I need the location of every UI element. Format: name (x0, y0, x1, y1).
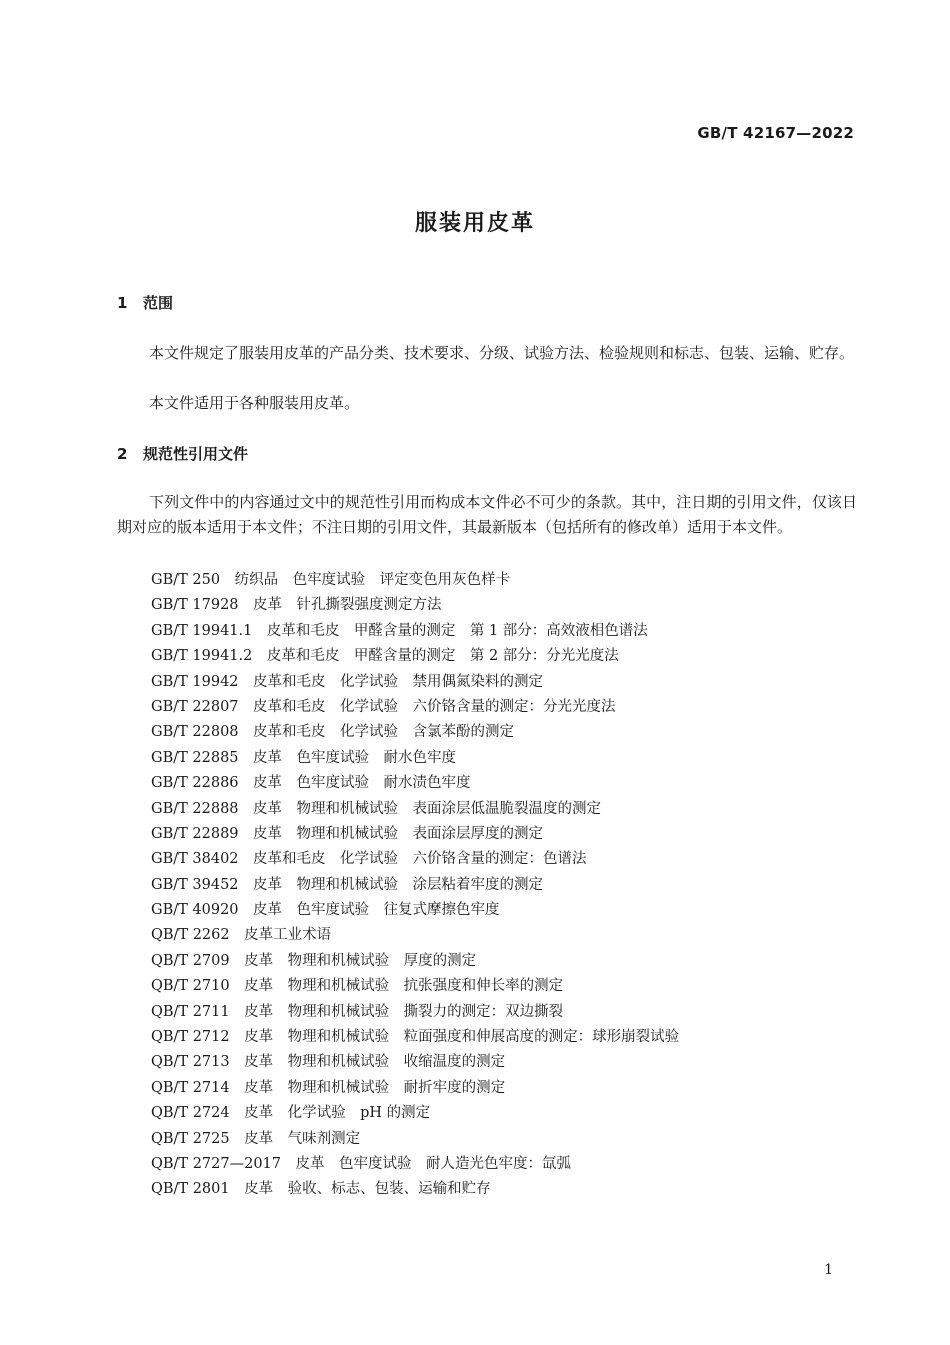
reference-item: QB/T 2710 皮革 物理和机械试验 抗张强度和伸长率的测定 (151, 978, 564, 995)
reference-item: GB/T 19942 皮革和毛皮 化学试验 禁用偶氮染料的测定 (151, 673, 544, 690)
reference-item: QB/T 2725 皮革 气味剂测定 (151, 1130, 361, 1147)
section-number: 1 (117, 294, 128, 312)
reference-item: GB/T 22886 皮革 色牢度试验 耐水渍色牢度 (151, 775, 471, 792)
reference-list (151, 568, 679, 1203)
reference-item: GB/T 22807 皮革和毛皮 化学试验 六价铬含量的测定：分光光度法 (151, 698, 616, 715)
reference-item: GB/T 22885 皮革 色牢度试验 耐水色牢度 (151, 749, 457, 766)
section-number: 2 (117, 445, 128, 463)
page-number: 1 (824, 1262, 833, 1278)
reference-item: GB/T 17928 皮革 针孔撕裂强度测定方法 (151, 597, 442, 614)
reference-item: QB/T 2713 皮革 物理和机械试验 收缩温度的测定 (151, 1054, 506, 1071)
reference-item: QB/T 2712 皮革 物理和机械试验 粒面强度和伸展高度的测定：球形崩裂试验 (151, 1029, 680, 1046)
reference-item: QB/T 2262 皮革工业术语 (151, 927, 332, 944)
scope-paragraph-2: 本文件适用于各种服装用皮革。 (149, 394, 360, 412)
reference-item: QB/T 2801 皮革 验收、标志、包装、运输和贮存 (151, 1181, 491, 1198)
section-title: 范围 (143, 294, 174, 312)
reference-item: GB/T 39452 皮革 物理和机械试验 涂层粘着牢度的测定 (151, 876, 544, 893)
reference-item: GB/T 19941.2 皮革和毛皮 甲醛含量的测定 第 2 部分：分光光度法 (151, 648, 619, 665)
reference-item: QB/T 2727—2017 皮革 色牢度试验 耐人造光色牢度：氙弧 (151, 1155, 572, 1172)
references-intro-paragraph: 下列文件中的内容通过文中的规范性引用而构成本文件必不可少的条款。其中，注日期的引用文件，仅该日期对应的版本适用于本文件；不注日期的引用文件，其最新版本（包括所有的修改单）适用于本文件。 (117, 493, 857, 536)
reference-item: GB/T 250 纺织品 色牢度试验 评定变色用灰色样卡 (151, 572, 511, 588)
reference-item: QB/T 2724 皮革 化学试验 pH 的测定 (151, 1105, 431, 1122)
section-heading-scope (117, 292, 173, 313)
section-title: 规范性引用文件 (143, 445, 249, 463)
reference-item: QB/T 2709 皮革 物理和机械试验 厚度的测定 (151, 952, 477, 969)
section-heading-normative-references (117, 443, 248, 464)
reference-item: GB/T 22888 皮革 物理和机械试验 表面涂层低温脆裂温度的测定 (151, 800, 602, 817)
reference-item: QB/T 2714 皮革 物理和机械试验 耐折牢度的测定 (151, 1079, 506, 1096)
reference-item: GB/T 38402 皮革和毛皮 化学试验 六价铬含量的测定：色谱法 (151, 851, 587, 868)
scope-paragraph-1: 本文件规定了服装用皮革的产品分类、技术要求、分级、试验方法、检验规则和标志、包装、运输、贮存。 (149, 344, 855, 362)
standard-code: GB/T 42167—2022 (697, 124, 854, 142)
reference-item: GB/T 40920 皮革 色牢度试验 往复式摩擦色牢度 (151, 902, 500, 919)
reference-item: GB/T 22889 皮革 物理和机械试验 表面涂层厚度的测定 (151, 825, 544, 842)
reference-item: GB/T 22808 皮革和毛皮 化学试验 含氯苯酚的测定 (151, 724, 515, 741)
reference-item: GB/T 19941.1 皮革和毛皮 甲醛含量的测定 第 1 部分：高效液相色谱法 (151, 622, 648, 639)
document-title: 服装用皮革 (414, 211, 535, 236)
reference-item: QB/T 2711 皮革 物理和机械试验 撕裂力的测定：双边撕裂 (151, 1003, 564, 1020)
